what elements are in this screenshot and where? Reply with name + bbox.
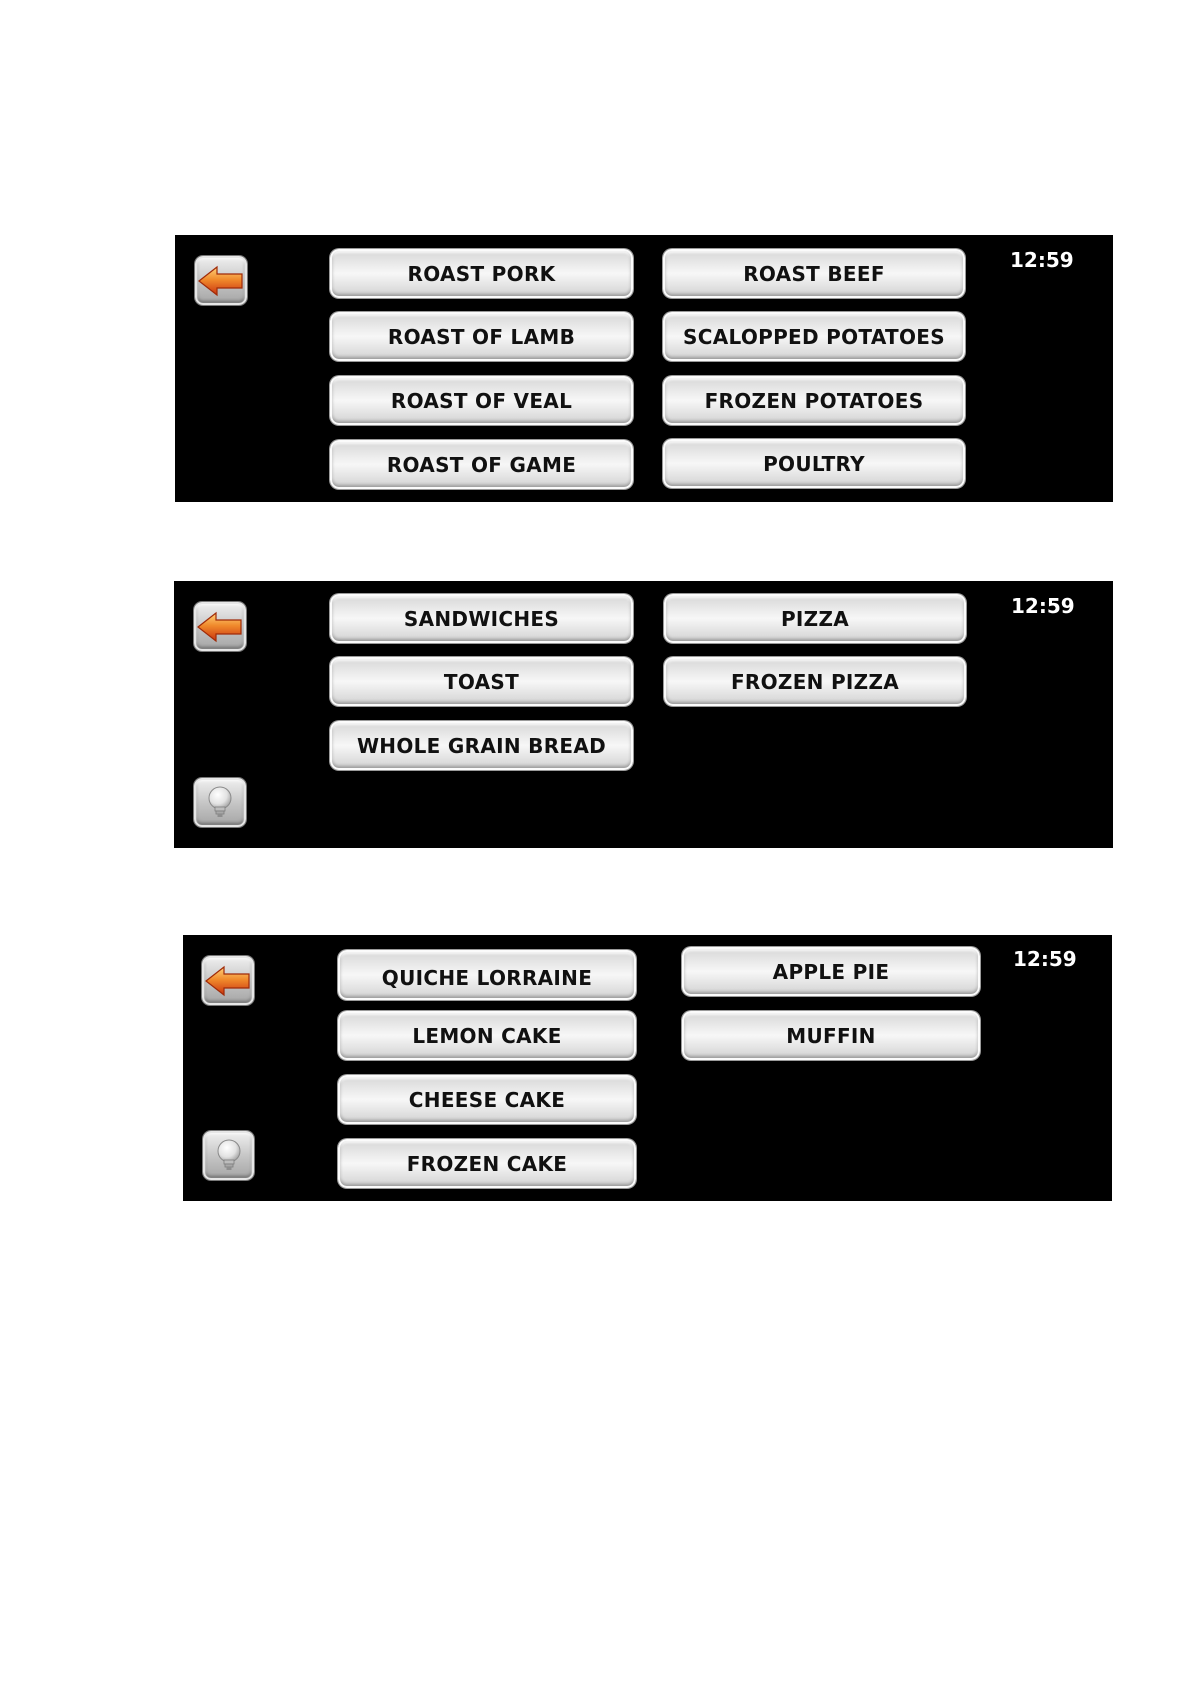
clock: 12:59 — [1011, 594, 1075, 618]
light-bulb-icon — [205, 784, 235, 822]
menu-button-muffin[interactable]: MUFFIN — [682, 1011, 980, 1060]
menu-button-roast-of-game[interactable]: ROAST OF GAME — [330, 440, 633, 489]
menu-button-apple-pie[interactable]: APPLE PIE — [682, 947, 980, 996]
back-arrow-icon — [197, 264, 245, 298]
menu-button-frozen-cake[interactable]: FROZEN CAKE — [338, 1139, 636, 1188]
menu-button-roast-pork[interactable]: ROAST PORK — [330, 249, 633, 298]
menu-button-roast-of-veal[interactable]: ROAST OF VEAL — [330, 376, 633, 425]
menu-button-lemon-cake[interactable]: LEMON CAKE — [338, 1011, 636, 1060]
menu-button-quiche-lorraine[interactable]: QUICHE LORRAINE — [338, 950, 636, 1000]
menu-button-sandwiches[interactable]: SANDWICHES — [330, 594, 633, 643]
menu-panel-bread — [174, 581, 1113, 848]
menu-panel-pastry — [183, 935, 1112, 1201]
back-button[interactable] — [194, 602, 246, 651]
menu-button-whole-grain-bread[interactable]: WHOLE GRAIN BREAD — [330, 721, 633, 770]
menu-button-pizza[interactable]: PIZZA — [664, 594, 966, 643]
back-arrow-icon — [204, 964, 252, 998]
menu-button-poultry[interactable]: POULTRY — [663, 439, 965, 488]
clock: 12:59 — [1013, 947, 1077, 971]
back-arrow-icon — [196, 610, 244, 644]
back-button[interactable] — [195, 256, 247, 305]
menu-panel-roasts — [175, 235, 1113, 502]
light-bulb-icon — [214, 1137, 244, 1175]
menu-button-roast-beef[interactable]: ROAST BEEF — [663, 249, 965, 298]
menu-button-frozen-pizza[interactable]: FROZEN PIZZA — [664, 657, 966, 706]
light-button[interactable] — [194, 778, 246, 827]
menu-button-cheese-cake[interactable]: CHEESE CAKE — [338, 1075, 636, 1124]
menu-button-roast-of-lamb[interactable]: ROAST OF LAMB — [330, 312, 633, 361]
clock: 12:59 — [1010, 248, 1074, 272]
menu-button-frozen-potatoes[interactable]: FROZEN POTATOES — [663, 376, 965, 425]
back-button[interactable] — [202, 956, 254, 1005]
menu-button-scalopped-potatoes[interactable]: SCALOPPED POTATOES — [663, 312, 965, 361]
light-button[interactable] — [203, 1131, 254, 1180]
menu-button-toast[interactable]: TOAST — [330, 657, 633, 706]
